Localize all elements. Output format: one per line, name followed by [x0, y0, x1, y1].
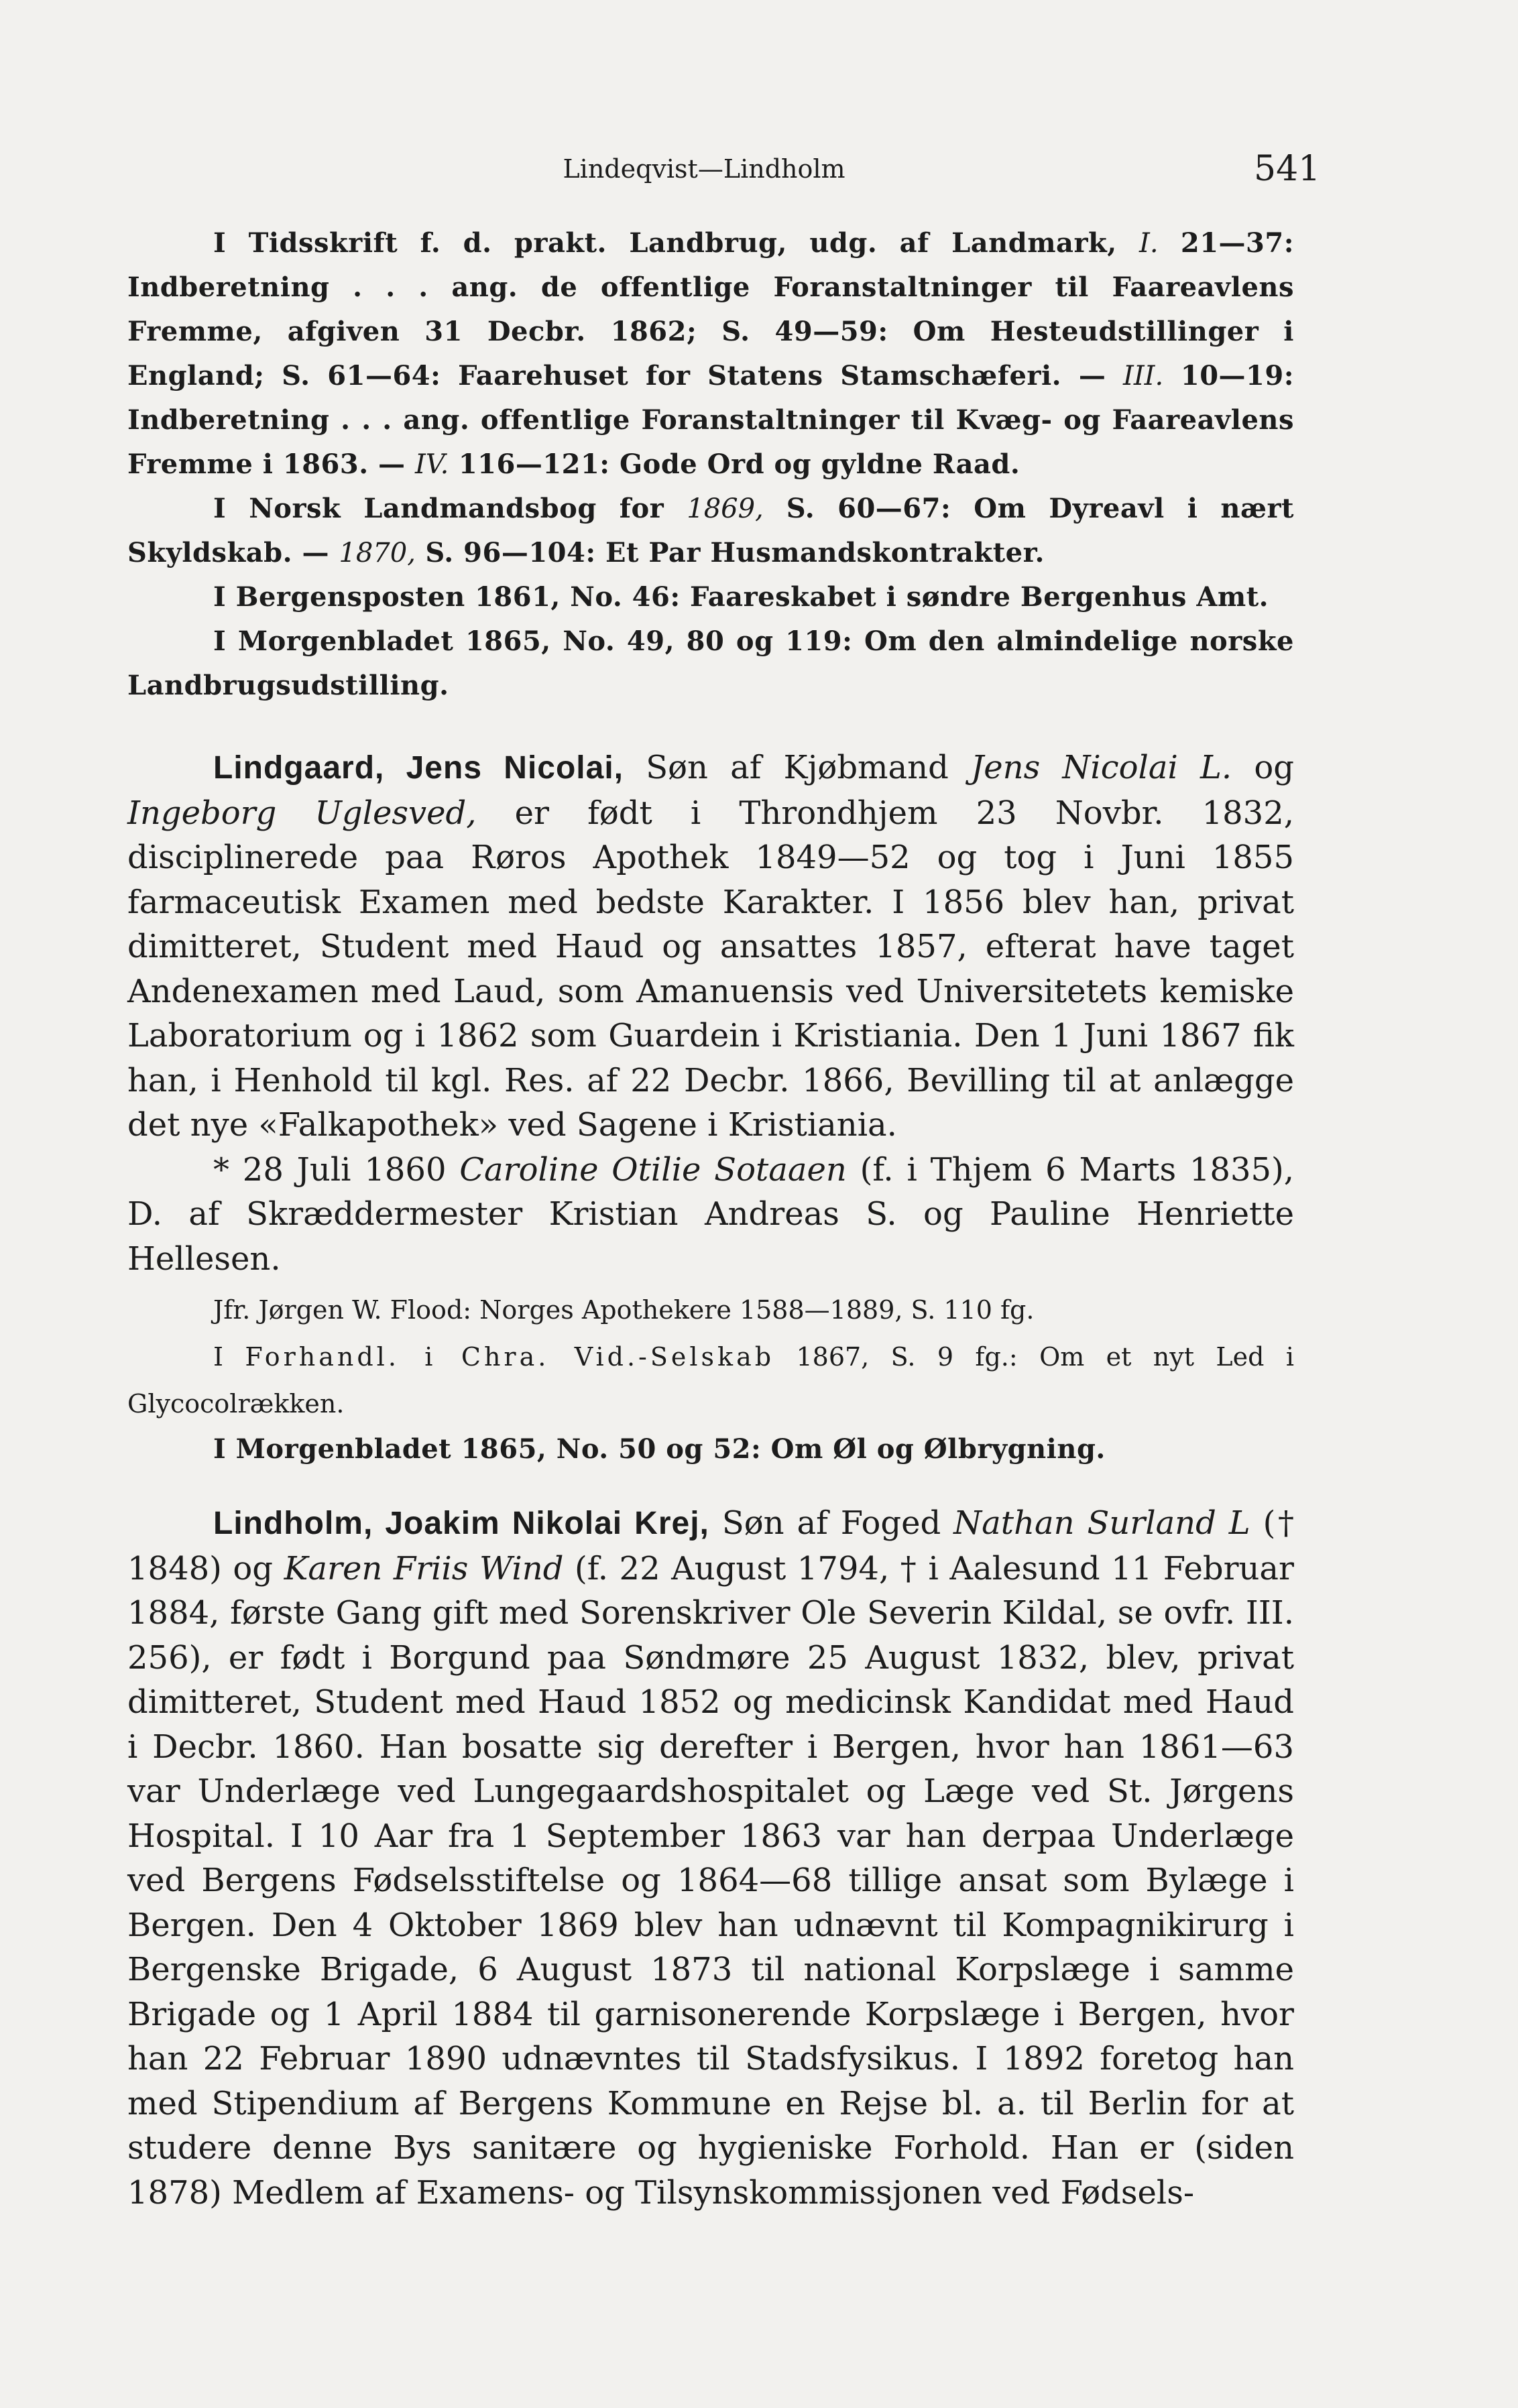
- page-number: 541: [1254, 149, 1321, 189]
- entry-name: Lindholm, Joakim Nikolai Krej,: [213, 1506, 709, 1541]
- entry-text: (f. i Thjem 6 Marts 1835), D. af Skræddermester Kristian Andreas S. og Pauline Henriette Hellesen.: [127, 1150, 1295, 1278]
- ref-text: 1865, No. 49, 80 og 119: Om den almindelige norske Landbrugsudstilling.: [127, 625, 1294, 701]
- ref-morgenbladet-2: [127, 1427, 1294, 1471]
- entry-text: * 28 Juli 1860: [213, 1150, 460, 1189]
- entry-text: og: [1232, 749, 1295, 786]
- entry-name: Lindgaard, Jens Nicolai,: [213, 750, 624, 786]
- ref-title: Tidsskrift f. d. prakt. Landbrug,: [248, 227, 787, 259]
- ref-intro: I: [213, 227, 249, 259]
- entry-father: Nathan Surland L: [953, 1504, 1250, 1542]
- ref-intro: I: [213, 581, 236, 613]
- ref-text: S. 60—67: Om Dyreavl i nært Skyldskab. —: [127, 493, 1295, 568]
- ref-volume: IV.: [414, 449, 449, 480]
- page-text: [127, 221, 1294, 2215]
- entry-father: Jens Nicolai L.: [971, 749, 1232, 786]
- entry-lindgaard: [127, 745, 1294, 1148]
- ref-text: udg. af Landmark,: [786, 227, 1140, 259]
- ref-tidsskrift: [127, 221, 1294, 487]
- ref-norsk-landmandsbog: [127, 487, 1294, 575]
- ref-year: 1869,: [687, 493, 764, 524]
- ref-text: 1867, S. 9 fg.: Om et nyt Led i Glycocolrækken.: [127, 1342, 1295, 1419]
- ref-bergensposten: [127, 575, 1294, 619]
- ref-morgenbladet: [127, 619, 1294, 708]
- ref-intro: I: [213, 493, 249, 524]
- ref-intro: I: [213, 625, 238, 657]
- entry-wife: Caroline Otilie Sotaaen: [459, 1150, 847, 1189]
- ref-text: 10—19: Indberetning . . . ang. offentlige Foranstaltninger til Kvæg- og Faareavlens Fremme i 1863. —: [127, 360, 1294, 480]
- entry-mother: Karen Friis Wind: [284, 1549, 564, 1587]
- ref-text: for: [596, 493, 687, 524]
- running-head: Lindeqvist—Lindholm: [563, 154, 845, 184]
- spacer: [127, 708, 1294, 745]
- entry-marriage: [127, 1148, 1294, 1282]
- ref-title: Forhandl. i Chra. Vid.-Selskab: [245, 1342, 775, 1372]
- ref-flood: Jfr. Jørgen W. Flood: Norges Apothekere 1588—1889, S. 110 fg.: [213, 1295, 1035, 1325]
- spacer: [127, 1471, 1294, 1501]
- entry-text: er født i Throndhjem 23 Novbr. 1832, disciplinerede paa Røros Apothek 1849—52 og tog i Juni 1855 farmaceutisk Examen med bedste Karakter. I 1856 blev han, privat dimitteret, Student med Haud og ansattes 1857, efterat have taget Andenexamen med Laud, som Amanuensis ved Universitetets kemiske Laboratorium og i 1862 som Guardein i Kristiania. Den 1 Juni 1867 fik han, i Henhold til kgl. Res. af 22 Decbr. 1866, Bevilling til at anlægge det nye «Falkapothek» ved Sagene i Kristiania.: [127, 794, 1294, 1144]
- ref-intro: I: [213, 1342, 245, 1372]
- ref-text: 1865, No. 50 og 52: Om Øl og Ølbrygning.: [451, 1433, 1106, 1465]
- entry-lindholm: [127, 1501, 1294, 2215]
- ref-year: 1870,: [339, 538, 416, 568]
- spacer: [127, 1281, 1294, 1286]
- ref-title: Morgenbladet: [237, 625, 454, 657]
- ref-intro: I: [213, 1433, 236, 1465]
- entry-text: Søn af Kjøbmand: [624, 749, 972, 786]
- entry-text: (f. 22 August 1794, † i Aalesund 11 Februar 1884, første Gang gift med Sorenskriver Ole Severin Kildal, se ovfr. III. 256), er født i Borgund paa Søndmøre 25 August 1832, blev, privat dimitteret, Student med Haud 1852 og medicinsk Kandidat med Haud i Decbr. 1860. Han bosatte sig derefter i Bergen, hvor han 1861—63 var Underlæge ved Lungegaardshospitalet og Læge ved St. Jørgens Hospital. I 10 Aar fra 1 September 1863 var han derpaa Underlæge ved Bergens Fødselsstiftelse og 1864—68 tillige ansat som Bylæge i Bergen. Den 4 Oktober 1869 blev han udnævnt til Kompagnikirurg i Bergenske Brigade, 6 August 1873 til national Korpslæge i samme Brigade og 1 April 1884 til garnisonerende Korpslæge i Bergen, hvor han 22 Februar 1890 udnævntes til Stadsfysikus. I 1892 foretog han med Stipendium af Bergens Kommune en Rejse bl. a. til Berlin for at studere denne Bys sanitære og hygieniske Forhold. Han er (siden 1878) Medlem af Examens- og Tilsynskommissjonen ved Fødsels-: [127, 1549, 1294, 2212]
- entry-text: Søn af Foged: [709, 1504, 954, 1542]
- ref-text: 1861, No. 46: Faareskabet i søndre Bergenhus Amt.: [465, 581, 1269, 613]
- ref-text: 116—121: Gode Ord og gyldne Raad.: [449, 448, 1020, 480]
- ref-text: 21—37: Indberetning . . . ang. de offentlige Foranstaltninger til Faareavlens Fremme, afgiven 31 Decbr. 1862; S. 49—59: Om Hesteudstillinger i England; S. 61—64: Faarehuset for Statens Stamschæferi. —: [127, 227, 1294, 392]
- page-header: [0, 149, 1518, 194]
- ref-title: Norsk Landmandsbog: [249, 493, 597, 524]
- ref-text: S. 96—104: Et Par Husmandskontrakter.: [415, 537, 1045, 568]
- entry-text: († 1848) og: [127, 1504, 1294, 1587]
- ref-forhandl: [127, 1333, 1294, 1427]
- ref-title: Bergensposten: [235, 581, 465, 613]
- ref-title: Morgenbladet: [235, 1433, 452, 1465]
- entry-mother: Ingeborg Uglesved,: [127, 794, 477, 832]
- ref-volume: III.: [1123, 361, 1164, 392]
- ref-volume: I.: [1139, 228, 1159, 259]
